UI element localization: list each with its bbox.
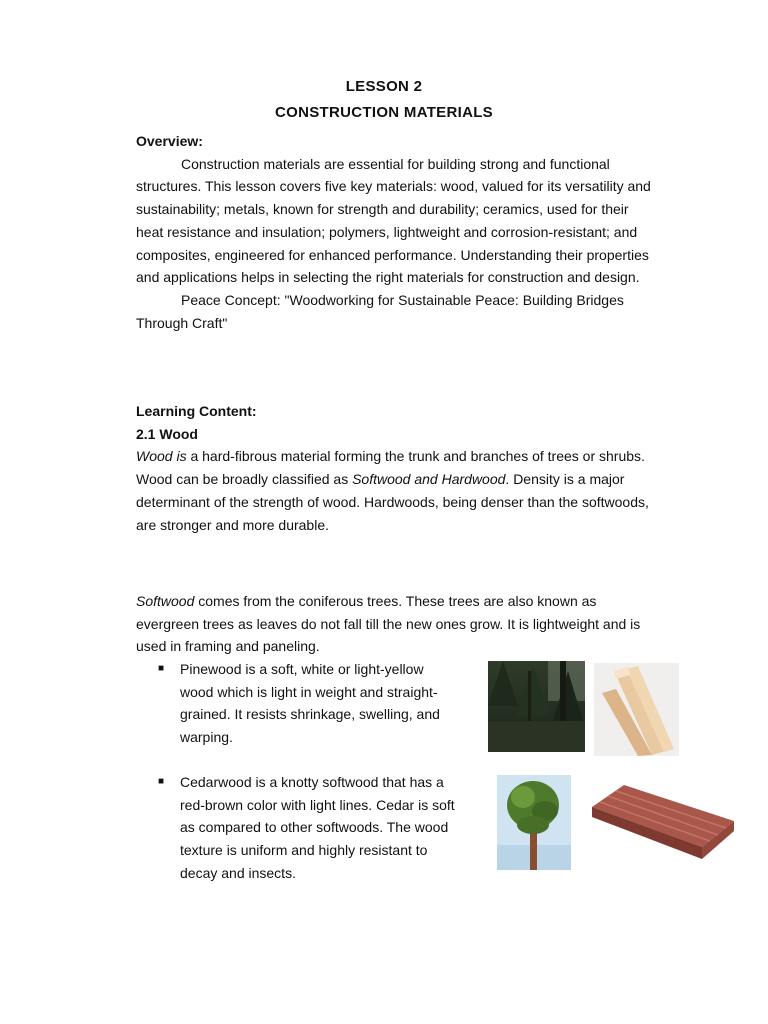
bullet-cedarwood [158,771,458,885]
overview-section [136,130,656,334]
pine-wood-strips-image [594,663,679,756]
wood-term: Wood is [136,448,187,465]
wood-definition: Wood is a hard-fibrous material forming the trunk and branches of trees or shrubs. [136,448,645,465]
lesson-number: LESSON 2 [345,78,423,95]
pine-forest-image [488,661,585,752]
softwood-section [136,590,656,658]
list-item: ■ Pinewood is a soft, white or light-yellow wood which is light in weight and straight-grained. It resists shrinkage, swelling, and warping. [158,658,458,749]
overview-label: Overview: [136,133,203,149]
softwood-term: Softwood [136,593,195,609]
list-item: ■ Cedarwood is a knotty softwood that has a red-brown color with light lines. Cedar is soft as compared to other softwoods. The wood texture is uniform and highly resistant to decay and insects. [158,771,458,885]
softwood-paragraph: Softwood comes from the coniferous trees. These trees are also known as evergreen trees as leaves do not fall till the new ones grow. It is lightweight and is used in framing and paneling. [136,593,641,655]
bullet-pinewood [158,658,458,749]
classification-term: Softwood and Hardwood [352,471,506,488]
bullet-icon: ■ [158,663,165,674]
cedar-tree-image [497,775,571,870]
lesson-title: CONSTRUCTION MATERIALS [275,104,493,121]
wood-classification: Wood can be broadly classified as Softwood and Hardwood. Density is a major determinant of the strength of wood. Hardwoods, being denser than the softwoods, are stronger and more durable. [136,471,649,533]
learning-content-section [136,400,656,536]
peace-concept: Peace Concept: "Woodworking for Sustainable Peace: Building Bridges Through Craft" [136,291,624,331]
cedar-wood-planks-image [588,775,736,867]
learning-content-label: Learning Content: [136,403,257,419]
bullet-icon: ■ [158,776,165,787]
overview-paragraph: Construction materials are essential for building strong and functional structures. This lesson covers five key materials: wood, valued for its versatility and sustainability; metals, known for strength and durability; ceramics, used for their heat resistance and insulation; polymers, lightweight and corrosion-resistant; and composites, engineered for enhanced performance. Understanding their properties and applications helps in selecting the right materials for construction and design. [136,155,651,286]
section-title: 2.1 Wood [136,425,198,442]
